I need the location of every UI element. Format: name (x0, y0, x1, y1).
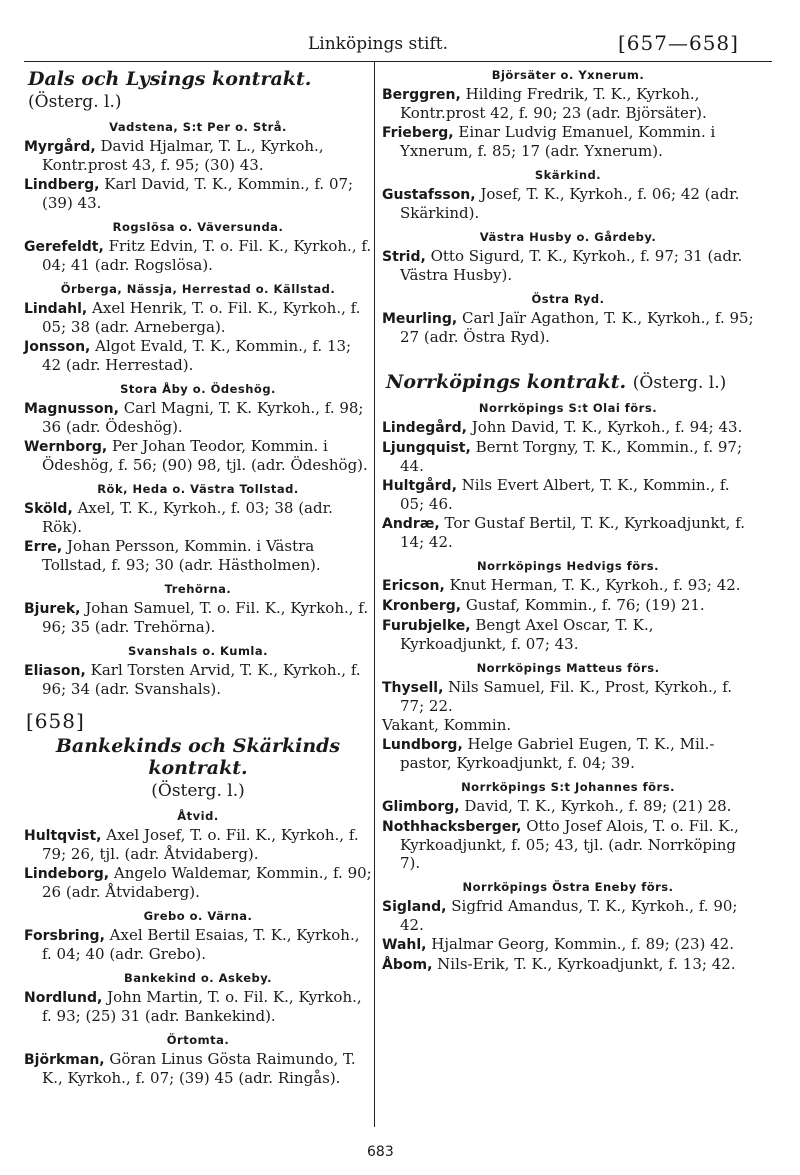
clergy-entry (382, 514, 754, 551)
clergy-details: Hjalmar Georg, Kommin., f. 89; (23) 42. (431, 935, 734, 953)
clergy-surname: Berggren, (382, 87, 461, 103)
section-region: (Österg. l.) (632, 373, 727, 393)
clergy-details: Fritz Edvin, T. o. Fil. K., Kyrkoh., f. 04; 41 (adr. Rogslösa). (42, 237, 372, 274)
spacer (382, 347, 754, 369)
clergy-surname: Hultqvist, (24, 828, 102, 844)
clergy-entry (382, 123, 754, 160)
clergy-details: Algot Evald, T. K., Kommin., f. 13; 42 (adr. Herrestad). (42, 337, 352, 374)
parish-heading: Norrköpings S:t Johannes förs. (461, 780, 675, 794)
parish-heading: Norrköpings S:t Olai förs. (478, 401, 658, 415)
clergy-entry (24, 599, 372, 636)
clergy-details: John David, T. K., Kyrkoh., f. 94; 43. (471, 418, 743, 436)
clergy-entry (382, 596, 754, 615)
column-divider (374, 62, 375, 1127)
clergy-surname: Wahl, (382, 937, 427, 953)
clergy-details: Bernt Torgny, T. K., Kommin., f. 97; 44. (400, 438, 743, 475)
header-rule (24, 61, 772, 62)
clergy-surname: Ericson, (382, 578, 445, 594)
clergy-surname: Kronberg, (382, 598, 462, 614)
section-title: Bankekinds och Skärkinds kontrakt. (55, 735, 341, 779)
parish-heading: Västra Husby o. Gårdeby. (479, 230, 657, 244)
clergy-surname: Magnusson, (24, 401, 119, 417)
clergy-surname: Nothhacksberger, (382, 819, 522, 835)
right-column (382, 66, 754, 975)
clergy-details: Nils Samuel, Fil. K., Prost, Kyrkoh., f. 77; 22. (400, 678, 733, 715)
clergy-entry (24, 337, 372, 374)
parish-heading: Trehörna. (164, 582, 232, 596)
spacer (24, 699, 372, 709)
entry-list (24, 237, 372, 274)
entry-list (24, 1050, 372, 1087)
left-column (24, 66, 372, 1088)
clergy-surname: Nordlund, (24, 990, 103, 1006)
clergy-surname: Thysell, (382, 680, 444, 696)
clergy-entry (382, 185, 754, 222)
clergy-entry (24, 864, 372, 901)
clergy-details: Knut Herman, T. K., Kyrkoh., f. 93; 42. (449, 576, 741, 594)
clergy-surname: Forsbring, (24, 928, 105, 944)
clergy-entry (24, 661, 372, 698)
clergy-details: David Hjalmar, T. L., Kyrkoh., Kontr.prost 43, f. 95; (30) 43. (42, 137, 324, 174)
parish-heading: Östra Ryd. (531, 292, 605, 306)
clergy-surname: Wernborg, (24, 439, 108, 455)
clergy-surname: Lindahl, (24, 301, 88, 317)
clergy-details: Angelo Waldemar, Kommin., f. 90; 26 (adr. Åtvidaberg). (42, 864, 372, 901)
clergy-entry (382, 438, 754, 475)
clergy-surname: Lindeborg, (24, 866, 110, 882)
clergy-details: Karl Torsten Arvid, T. K., Kyrkoh., f. 96; 34 (adr. Svanshals). (42, 661, 361, 698)
clergy-entry (24, 237, 372, 274)
clergy-surname: Myrgård, (24, 139, 96, 155)
entry-list (24, 499, 372, 574)
clergy-entry (24, 399, 372, 436)
parish-heading: Örtomta. (166, 1033, 230, 1047)
entry-list (24, 299, 372, 374)
clergy-entry (24, 137, 372, 174)
clergy-entry (382, 576, 754, 595)
parish-heading: Skärkind. (534, 168, 602, 182)
clergy-details: Axel Josef, T. o. Fil. K., Kyrkoh., f. 79; 26, tjl. (adr. Åtvidaberg). (42, 826, 359, 863)
clergy-surname: Meurling, (382, 311, 458, 327)
parish-heading: Vadstena, S:t Per o. Strå. (109, 120, 287, 134)
section-region: (Österg. l.) (151, 781, 245, 801)
parish-heading: Norrköpings Hedvigs förs. (476, 559, 659, 573)
entry-list (382, 185, 754, 222)
clergy-details: Axel, T. K., Kyrkoh., f. 03; 38 (adr. Rök). (42, 499, 333, 536)
clergy-surname: Eliason, (24, 663, 86, 679)
clergy-surname: Frieberg, (382, 125, 454, 141)
clergy-surname: Lindberg, (24, 177, 100, 193)
clergy-entry (24, 537, 372, 574)
clergy-details: Carl Jaïr Agathon, T. K., Kyrkoh., f. 95; 27 (adr. Östra Ryd). (400, 309, 754, 346)
clergy-entry (382, 735, 754, 772)
entry-list (382, 897, 754, 974)
clergy-entry (382, 897, 754, 934)
page-header-title: Linköpings stift. (308, 34, 449, 54)
parish-heading: Svanshals o. Kumla. (127, 644, 269, 658)
clergy-details: David, T. K., Kyrkoh., f. 89; (21) 28. (464, 797, 732, 815)
entry-list (24, 661, 372, 698)
clergy-entry (24, 988, 372, 1025)
clergy-surname: Lundborg, (382, 737, 463, 753)
clergy-details: Bengt Axel Oscar, T. K., Kyrkoadjunkt, f. 07; 43. (400, 616, 654, 653)
clergy-details: Tor Gustaf Bertil, T. K., Kyrkoadjunkt, f. 14; 42. (400, 514, 745, 551)
clergy-entry (382, 418, 754, 437)
clergy-entry (382, 247, 754, 284)
clergy-entry (24, 175, 372, 212)
entry-list (382, 576, 754, 653)
clergy-entry (382, 309, 754, 346)
clergy-surname: Ljungquist, (382, 440, 471, 456)
entry-list (382, 418, 754, 551)
parish-heading: Rök, Heda o. Västra Tollstad. (97, 482, 299, 496)
parish-heading: Rogslösa o. Väversunda. (112, 220, 284, 234)
parish-heading: Stora Åby o. Ödeshög. (120, 382, 276, 396)
clergy-details: Axel Henrik, T. o. Fil. K., Kyrkoh., f. 05; 38 (adr. Arneberga). (42, 299, 361, 336)
clergy-details: Einar Ludvig Emanuel, Kommin. i Yxnerum, f. 85; 17 (adr. Yxnerum). (400, 123, 716, 160)
clergy-entry (382, 817, 754, 872)
clergy-surname: Hultgård, (382, 478, 457, 494)
parish-heading: Grebo o. Värna. (143, 909, 253, 923)
page-footer-number: 683 (367, 1144, 394, 1160)
clergy-entry (24, 499, 372, 536)
entry-list (382, 309, 754, 346)
clergy-details: Axel Bertil Esaias, T. K., Kyrkoh., f. 04; 40 (adr. Grebo). (42, 926, 360, 963)
clergy-entry (382, 716, 754, 734)
clergy-details: Helge Gabriel Eugen, T. K., Mil.-pastor, Kyrkoadjunkt, f. 04; 39. (400, 735, 715, 772)
section-title-text: Norrköpings kontrakt. (386, 371, 627, 393)
clergy-details: Josef, T. K., Kyrkoh., f. 06; 42 (adr. Skärkind). (400, 185, 740, 222)
clergy-entry (24, 299, 372, 336)
parish-heading: Norrköpings Östra Eneby förs. (462, 880, 674, 894)
clergy-details: Carl Magni, T. K. Kyrkoh., f. 98; 36 (adr. Ödeshög). (42, 399, 364, 436)
clergy-entry (382, 616, 754, 653)
clergy-surname: Sigland, (382, 899, 447, 915)
clergy-details: Johan Samuel, T. o. Fil. K., Kyrkoh., f. 96; 35 (adr. Trehörna). (42, 599, 369, 636)
section-title (386, 371, 754, 393)
clergy-surname: Strid, (382, 249, 426, 265)
entry-list (24, 137, 372, 212)
parish-heading: Norrköpings Matteus förs. (476, 661, 660, 675)
section-title (28, 68, 372, 112)
clergy-details: Göran Linus Gösta Raimundo, T. K., Kyrkoh., f. 07; (39) 45 (adr. Ringås). (42, 1050, 356, 1087)
entry-list (382, 678, 754, 772)
clergy-details: Otto Josef Alois, T. o. Fil. K., Kyrkoadjunkt, f. 05; 43, tjl. (adr. Norrköping 7). (400, 817, 739, 872)
clergy-details: John Martin, T. o. Fil. K., Kyrkoh., f. 93; (25) 31 (adr. Bankekind). (42, 988, 362, 1025)
clergy-surname: Jonsson, (24, 339, 91, 355)
clergy-surname: Furubjelke, (382, 618, 471, 634)
entry-list (24, 926, 372, 963)
clergy-entry (382, 476, 754, 513)
clergy-details: Karl David, T. K., Kommin., f. 07; (39) 43. (42, 175, 354, 212)
clergy-details: Johan Persson, Kommin. i Västra Tollstad, f. 93; 30 (adr. Hästholmen). (42, 537, 321, 574)
clergy-details: Nils Evert Albert, T. K., Kommin., f. 05; 46. (400, 476, 730, 513)
clergy-entry (24, 926, 372, 963)
clergy-surname: Lindegård, (382, 420, 467, 436)
clergy-surname: Sköld, (24, 501, 73, 517)
clergy-details: Vakant, Kommin. (382, 716, 512, 734)
entry-list (382, 85, 754, 160)
entry-list (24, 826, 372, 901)
entry-list (382, 247, 754, 284)
clergy-surname: Glimborg, (382, 799, 460, 815)
entry-list (24, 599, 372, 636)
clergy-details: Gustaf, Kommin., f. 76; (19) 21. (465, 596, 705, 614)
clergy-entry (382, 935, 754, 954)
clergy-entry (24, 437, 372, 474)
section-title-text: Dals och Lysings kontrakt. (28, 68, 312, 90)
clergy-surname: Gerefeldt, (24, 239, 104, 255)
clergy-details: Per Johan Teodor, Kommin. i Ödeshög, f. 56; (90) 98, tjl. (adr. Ödeshög). (42, 437, 368, 474)
parish-heading: Åtvid. (177, 809, 219, 823)
clergy-entry (382, 797, 754, 816)
clergy-entry (24, 826, 372, 863)
clergy-details: Otto Sigurd, T. K., Kyrkoh., f. 97; 31 (adr. Västra Husby). (400, 247, 743, 284)
clergy-details: Sigfrid Amandus, T. K., Kyrkoh., f. 90; 42. (400, 897, 738, 934)
entry-list (382, 797, 754, 872)
clergy-entry (382, 955, 754, 974)
clergy-surname: Åbom, (382, 957, 433, 973)
clergy-entry (382, 85, 754, 122)
parish-heading: Bankekind o. Askeby. (123, 971, 273, 985)
section-region: (Österg. l.) (28, 92, 122, 112)
clergy-surname: Erre, (24, 539, 63, 555)
clergy-surname: Björkman, (24, 1052, 105, 1068)
page-marker: [658] (26, 709, 85, 733)
entry-list (24, 399, 372, 474)
entry-list (24, 988, 372, 1025)
clergy-entry (382, 678, 754, 715)
clergy-surname: Andræ, (382, 516, 440, 532)
clergy-details: Hilding Fredrik, T. K., Kyrkoh., Kontr.prost 42, f. 90; 23 (adr. Björsäter). (400, 85, 707, 122)
clergy-surname: Bjurek, (24, 601, 81, 617)
clergy-details: Nils-Erik, T. K., Kyrkoadjunkt, f. 13; 42. (437, 955, 736, 973)
page-header-page-range: [657—658] (618, 31, 739, 55)
parish-heading: Björsäter o. Yxnerum. (491, 68, 645, 82)
clergy-surname: Gustafsson, (382, 187, 476, 203)
clergy-entry (24, 1050, 372, 1087)
parish-heading: Örberga, Nässja, Herrestad o. Källstad. (60, 282, 336, 296)
